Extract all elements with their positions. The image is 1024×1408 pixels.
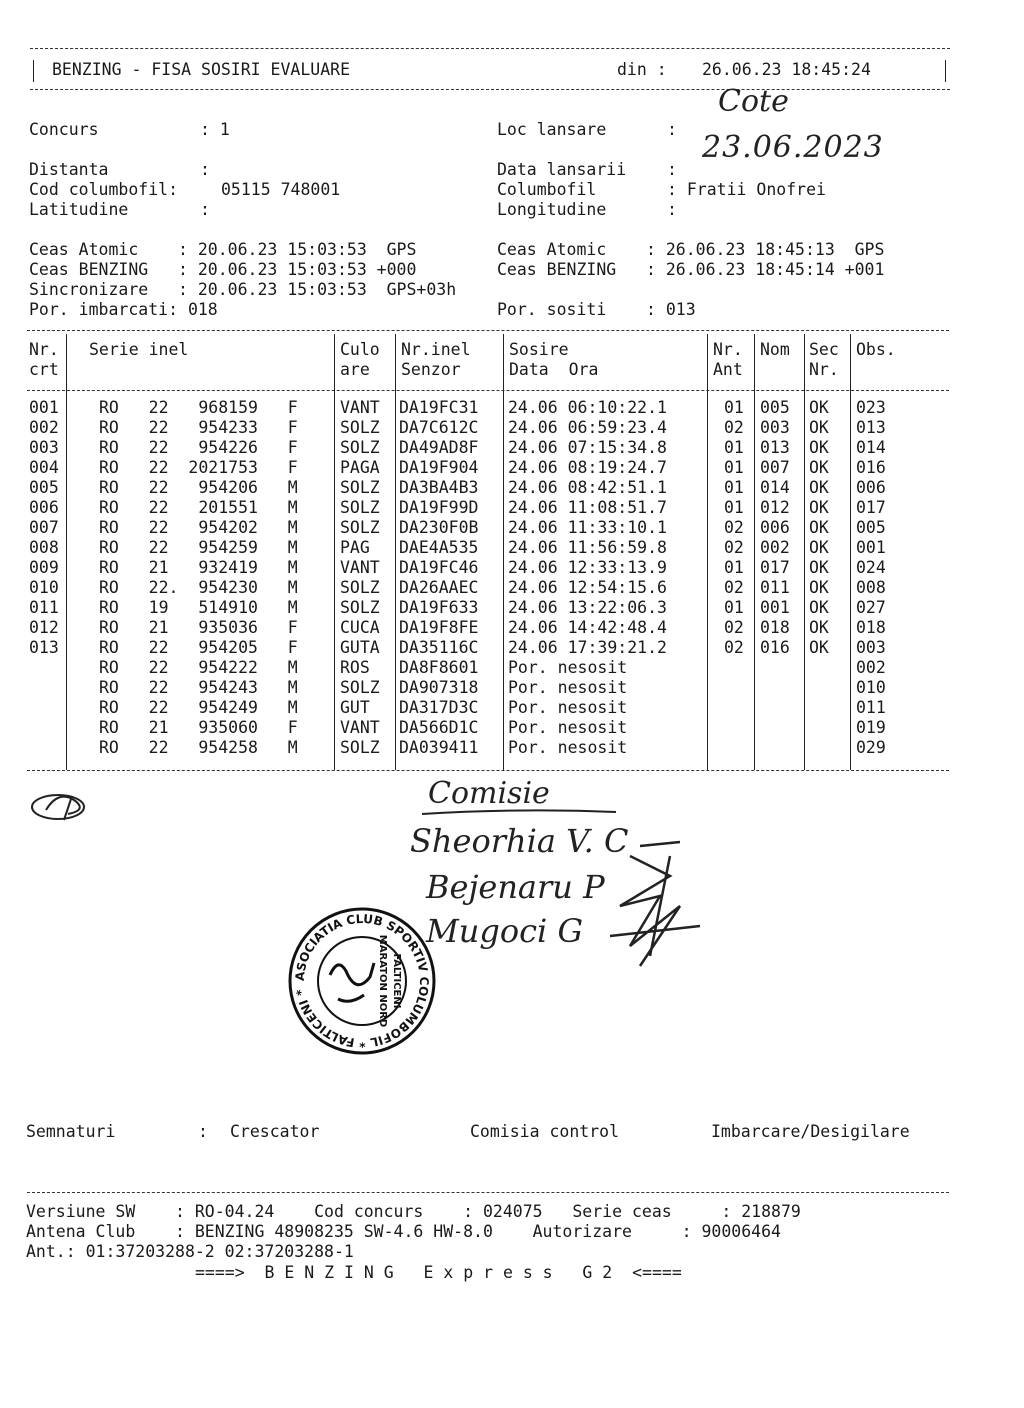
- row-nom: 016: [760, 638, 790, 657]
- row-ring-series: RO 22 954258 M: [99, 738, 298, 757]
- row-nr: 005: [29, 478, 59, 497]
- comisia-control-label: Comisia control: [470, 1122, 620, 1141]
- footer-rule: [27, 1192, 949, 1193]
- row-sec: OK: [809, 398, 829, 417]
- footer-brand: ====> B E N Z I N G E x p r e s s G 2 <====: [195, 1263, 682, 1282]
- row-arrival: 24.06 06:59:23.4: [508, 418, 667, 437]
- row-sensor-id: DA3BA4B3: [399, 478, 479, 497]
- row-sensor-id: DA19F633: [399, 598, 479, 617]
- row-sec: OK: [809, 458, 829, 477]
- row-nom: 012: [760, 498, 790, 517]
- row-sec: OK: [809, 418, 829, 437]
- row-nr: 001: [29, 398, 59, 417]
- row-arrival: 24.06 07:15:34.8: [508, 438, 667, 457]
- commission-member-2: Bejenaru P: [426, 868, 605, 906]
- row-nom: 013: [760, 438, 790, 457]
- row-antenna: 01: [724, 558, 744, 577]
- hdr-crt: crt: [29, 360, 59, 379]
- row-obs: 019: [856, 718, 886, 737]
- row-obs: 024: [856, 558, 886, 577]
- sincronizare: Sincronizare : 20.06.23 15:03:53 GPS+03h: [29, 280, 457, 299]
- row-antenna: 02: [724, 418, 744, 437]
- semnaturi-sep: :: [198, 1122, 208, 1141]
- hdr-nr-inel: Nr.inel: [401, 340, 471, 359]
- row-color: SOLZ: [340, 438, 380, 457]
- porumbei-imbarcati: Por. imbarcati: 018: [29, 300, 218, 319]
- semnaturi-label: Semnaturi: [26, 1122, 116, 1141]
- row-obs: 027: [856, 598, 886, 617]
- porumbei-sositi: Por. sositi : 013: [497, 300, 696, 319]
- table-row: [27, 578, 949, 598]
- row-ring-series: RO 22 201551 M: [99, 498, 298, 517]
- row-sec: OK: [809, 498, 829, 517]
- row-arrival: 24.06 06:10:22.1: [508, 398, 667, 417]
- row-arrival: Por. nesosit: [508, 678, 628, 697]
- row-antenna: 01: [724, 398, 744, 417]
- row-sec: OK: [809, 438, 829, 457]
- row-sensor-id: DA19FC31: [399, 398, 479, 417]
- row-ring-series: RO 21 935036 F: [99, 618, 298, 637]
- hdr-data-ora: Data Ora: [509, 360, 599, 379]
- row-color: GUTA: [340, 638, 380, 657]
- row-nr: 011: [29, 598, 59, 617]
- footer-line-3: Ant.: 01:37203288-2 02:37203288-1: [26, 1242, 354, 1261]
- row-nom: 007: [760, 458, 790, 477]
- row-sensor-id: DA49AD8F: [399, 438, 479, 457]
- row-sec: OK: [809, 598, 829, 617]
- imbarcare-label: Imbarcare/Desigilare: [711, 1122, 910, 1141]
- hdr-culoare-2: are: [340, 360, 370, 379]
- row-sensor-id: DA19F904: [399, 458, 479, 477]
- row-color: SOLZ: [340, 518, 380, 537]
- svg-text:MARATON NORD: MARATON NORD: [377, 934, 388, 1028]
- table-row: [27, 518, 949, 538]
- hdr-sosire: Sosire: [509, 340, 569, 359]
- row-sensor-id: DA566D1C: [399, 718, 479, 737]
- commission-title: Comisie: [428, 776, 550, 811]
- row-nom: 018: [760, 618, 790, 637]
- report-title: BENZING - FISA SOSIRI EVALUARE: [52, 60, 351, 79]
- row-nr: 007: [29, 518, 59, 537]
- ceas-benzing-end: Ceas BENZING : 26.06.23 18:45:14 +001: [497, 260, 885, 279]
- footer-line-1: Versiune SW : RO-04.24 Cod concurs : 024075 Serie ceas : 218879: [26, 1202, 801, 1221]
- header-right-bar: [945, 60, 946, 82]
- arrivals-table: [27, 338, 949, 778]
- row-sensor-id: DA19F99D: [399, 498, 479, 517]
- row-arrival: 24.06 17:39:21.2: [508, 638, 667, 657]
- table-row: [27, 538, 949, 558]
- commission-member-3: Mugoci G: [426, 912, 584, 950]
- table-row: [27, 498, 949, 518]
- handwritten-date: 23.06.2023: [702, 130, 884, 165]
- row-nr: 010: [29, 578, 59, 597]
- data-lansarii-value: :: [667, 160, 677, 179]
- table-row: [27, 678, 949, 698]
- row-sensor-id: DA19F8FE: [399, 618, 479, 637]
- header-top-rule: [30, 48, 950, 49]
- table-row: [27, 438, 949, 458]
- row-antenna: 02: [724, 578, 744, 597]
- table-top-rule: [27, 330, 949, 331]
- cod-columbofil-value: 05115 748001: [221, 180, 341, 199]
- table-row: [27, 738, 949, 758]
- row-sensor-id: DA039411: [399, 738, 479, 757]
- distanta-label: Distanta: [29, 160, 109, 179]
- row-nom: 003: [760, 418, 790, 437]
- longitudine-value: :: [667, 200, 677, 219]
- table-row: [27, 558, 949, 578]
- table-row: [27, 458, 949, 478]
- row-obs: 010: [856, 678, 886, 697]
- row-arrival: Por. nesosit: [508, 718, 628, 737]
- row-antenna: 02: [724, 618, 744, 637]
- row-sensor-id: DAE4A535: [399, 538, 479, 557]
- row-sec: OK: [809, 578, 829, 597]
- row-ring-series: RO 19 514910 M: [99, 598, 298, 617]
- row-arrival: 24.06 11:08:51.7: [508, 498, 667, 517]
- row-antenna: 01: [724, 438, 744, 457]
- hdr-nom: Nom: [760, 340, 790, 359]
- row-obs: 001: [856, 538, 886, 557]
- row-arrival: 24.06 11:33:10.1: [508, 518, 667, 537]
- hdr-sec-nr: Nr.: [809, 360, 839, 379]
- table-row: [27, 658, 949, 678]
- row-nr: 008: [29, 538, 59, 557]
- concurs-label: Concurs: [29, 120, 99, 139]
- hdr-sec: Sec: [809, 340, 839, 359]
- row-color: SOLZ: [340, 738, 380, 757]
- row-obs: 003: [856, 638, 886, 657]
- ceas-atomic-start: Ceas Atomic : 20.06.23 15:03:53 GPS: [29, 240, 417, 259]
- svg-text:FALTICENI: FALTICENI: [391, 953, 402, 1009]
- ceas-atomic-end: Ceas Atomic : 26.06.23 18:45:13 GPS: [497, 240, 885, 259]
- row-obs: 011: [856, 698, 886, 717]
- row-nr: 003: [29, 438, 59, 457]
- loc-lansare-label: Loc lansare: [497, 120, 607, 139]
- row-ring-series: RO 22 954206 M: [99, 478, 298, 497]
- row-nr: 013: [29, 638, 59, 657]
- row-sensor-id: DA35116C: [399, 638, 479, 657]
- row-color: SOLZ: [340, 418, 380, 437]
- row-obs: 029: [856, 738, 886, 757]
- row-obs: 017: [856, 498, 886, 517]
- commission-underline: [420, 806, 620, 818]
- row-arrival: 24.06 14:42:48.4: [508, 618, 667, 637]
- hdr-obs: Obs.: [856, 340, 896, 359]
- hdr-culoare-1: Culo: [340, 340, 380, 359]
- row-color: PAG: [340, 538, 370, 557]
- circled-mark-icon: [28, 788, 98, 824]
- row-sensor-id: DA19FC46: [399, 558, 479, 577]
- latitudine-label: Latitudine: [29, 200, 129, 219]
- row-color: VANT: [340, 718, 380, 737]
- crescator-label: Crescator: [230, 1122, 320, 1141]
- row-color: VANT: [340, 558, 380, 577]
- row-arrival: Por. nesosit: [508, 698, 628, 717]
- columbofil-label: Columbofil: [497, 180, 597, 199]
- row-nr: 002: [29, 418, 59, 437]
- row-obs: 014: [856, 438, 886, 457]
- table-row: [27, 598, 949, 618]
- row-color: VANT: [340, 398, 380, 417]
- commission-member-1: Sheorhia V. C: [410, 822, 629, 860]
- row-sec: OK: [809, 558, 829, 577]
- row-sensor-id: DA7C612C: [399, 418, 479, 437]
- signature-scribble: [600, 836, 710, 976]
- row-obs: 013: [856, 418, 886, 437]
- row-ring-series: RO 22 954205 F: [99, 638, 298, 657]
- row-ring-series: RO 22 2021753 F: [99, 458, 298, 477]
- footer-line-2: Antena Club : BENZING 48908235 SW-4.6 HW-8.0 Autorizare : 90006464: [26, 1222, 781, 1241]
- row-ring-series: RO 22 954202 M: [99, 518, 298, 537]
- row-antenna: 01: [724, 478, 744, 497]
- row-obs: 023: [856, 398, 886, 417]
- row-ring-series: RO 21 935060 F: [99, 718, 298, 737]
- row-color: SOLZ: [340, 498, 380, 517]
- columbofil-value: : Fratii Onofrei: [667, 180, 826, 199]
- row-ring-series: RO 22 954226 F: [99, 438, 298, 457]
- row-ring-series: RO 22. 954230 M: [99, 578, 298, 597]
- hdr-serie-inel: Serie inel: [89, 340, 189, 359]
- row-nom: 014: [760, 478, 790, 497]
- row-sensor-id: DA907318: [399, 678, 479, 697]
- row-arrival: 24.06 12:54:15.6: [508, 578, 667, 597]
- row-antenna: 02: [724, 638, 744, 657]
- row-nom: 017: [760, 558, 790, 577]
- row-color: SOLZ: [340, 578, 380, 597]
- concurs-value: : 1: [200, 120, 230, 139]
- row-obs: 002: [856, 658, 886, 677]
- table-row: [27, 418, 949, 438]
- row-ring-series: RO 22 954233 F: [99, 418, 298, 437]
- handwritten-place: Cote: [718, 84, 789, 119]
- row-color: ROS: [340, 658, 370, 677]
- row-obs: 006: [856, 478, 886, 497]
- row-ring-series: RO 22 968159 F: [99, 398, 298, 417]
- row-color: SOLZ: [340, 678, 380, 697]
- row-sensor-id: DA317D3C: [399, 698, 479, 717]
- row-antenna: 01: [724, 458, 744, 477]
- latitudine-value: :: [200, 200, 210, 219]
- din-label: din :: [617, 60, 667, 79]
- data-lansarii-label: Data lansarii: [497, 160, 627, 179]
- row-sensor-id: DA8F8601: [399, 658, 479, 677]
- svg-text:ASOCIATIA CLUB SPORTIV COLUMBO: ASOCIATIA CLUB SPORTIV COLUMBOFIL * FALTICENI *: [292, 911, 432, 1051]
- row-arrival: 24.06 11:56:59.8: [508, 538, 667, 557]
- row-color: SOLZ: [340, 598, 380, 617]
- row-antenna: 02: [724, 518, 744, 537]
- row-nr: 012: [29, 618, 59, 637]
- row-color: GUT: [340, 698, 370, 717]
- row-arrival: Por. nesosit: [508, 658, 628, 677]
- row-arrival: 24.06 13:22:06.3: [508, 598, 667, 617]
- distanta-value: :: [200, 160, 210, 179]
- row-arrival: 24.06 08:19:24.7: [508, 458, 667, 477]
- loc-lansare-value: :: [667, 120, 677, 139]
- table-row: [27, 618, 949, 638]
- table-row: [27, 478, 949, 498]
- longitudine-label: Longitudine: [497, 200, 607, 219]
- row-color: SOLZ: [340, 478, 380, 497]
- table-bottom-rule: [27, 770, 949, 771]
- row-ring-series: RO 21 932419 M: [99, 558, 298, 577]
- row-ring-series: RO 22 954259 M: [99, 538, 298, 557]
- row-color: CUCA: [340, 618, 380, 637]
- row-ring-series: RO 22 954249 M: [99, 698, 298, 717]
- row-nr: 006: [29, 498, 59, 517]
- hdr-nr-ant: Nr.: [713, 340, 743, 359]
- row-nom: 011: [760, 578, 790, 597]
- row-obs: 005: [856, 518, 886, 537]
- header-left-bar: [33, 60, 34, 82]
- row-arrival: Por. nesosit: [508, 738, 628, 757]
- row-nr: 009: [29, 558, 59, 577]
- row-obs: 018: [856, 618, 886, 637]
- row-obs: 008: [856, 578, 886, 597]
- row-sensor-id: DA230F0B: [399, 518, 479, 537]
- row-arrival: 24.06 08:42:51.1: [508, 478, 667, 497]
- table-row: [27, 638, 949, 658]
- row-sec: OK: [809, 638, 829, 657]
- ceas-benzing-start: Ceas BENZING : 20.06.23 15:03:53 +000: [29, 260, 417, 279]
- report-datetime: 26.06.23 18:45:24: [702, 60, 871, 79]
- table-row: [27, 398, 949, 418]
- row-nom: 006: [760, 518, 790, 537]
- row-ring-series: RO 22 954243 M: [99, 678, 298, 697]
- row-color: PAGA: [340, 458, 380, 477]
- row-antenna: 01: [724, 498, 744, 517]
- cod-columbofil-label: Cod columbofil:: [29, 180, 179, 199]
- row-obs: 016: [856, 458, 886, 477]
- hdr-nr: Nr.: [29, 340, 59, 359]
- row-sensor-id: DA26AAEC: [399, 578, 479, 597]
- header-bottom-rule: [30, 89, 950, 90]
- row-sec: OK: [809, 518, 829, 537]
- row-arrival: 24.06 12:33:13.9: [508, 558, 667, 577]
- row-nom: 002: [760, 538, 790, 557]
- row-antenna: 01: [724, 598, 744, 617]
- hdr-ant: Ant: [713, 360, 743, 379]
- hdr-senzor: Senzor: [401, 360, 461, 379]
- row-antenna: 02: [724, 538, 744, 557]
- table-row: [27, 698, 949, 718]
- row-nom: 001: [760, 598, 790, 617]
- row-sec: OK: [809, 478, 829, 497]
- row-sec: OK: [809, 538, 829, 557]
- row-ring-series: RO 22 954222 M: [99, 658, 298, 677]
- table-header-rule: [27, 390, 949, 391]
- row-nr: 004: [29, 458, 59, 477]
- row-nom: 005: [760, 398, 790, 417]
- club-stamp-icon: [286, 905, 438, 1057]
- table-row: [27, 718, 949, 738]
- row-sec: OK: [809, 618, 829, 637]
